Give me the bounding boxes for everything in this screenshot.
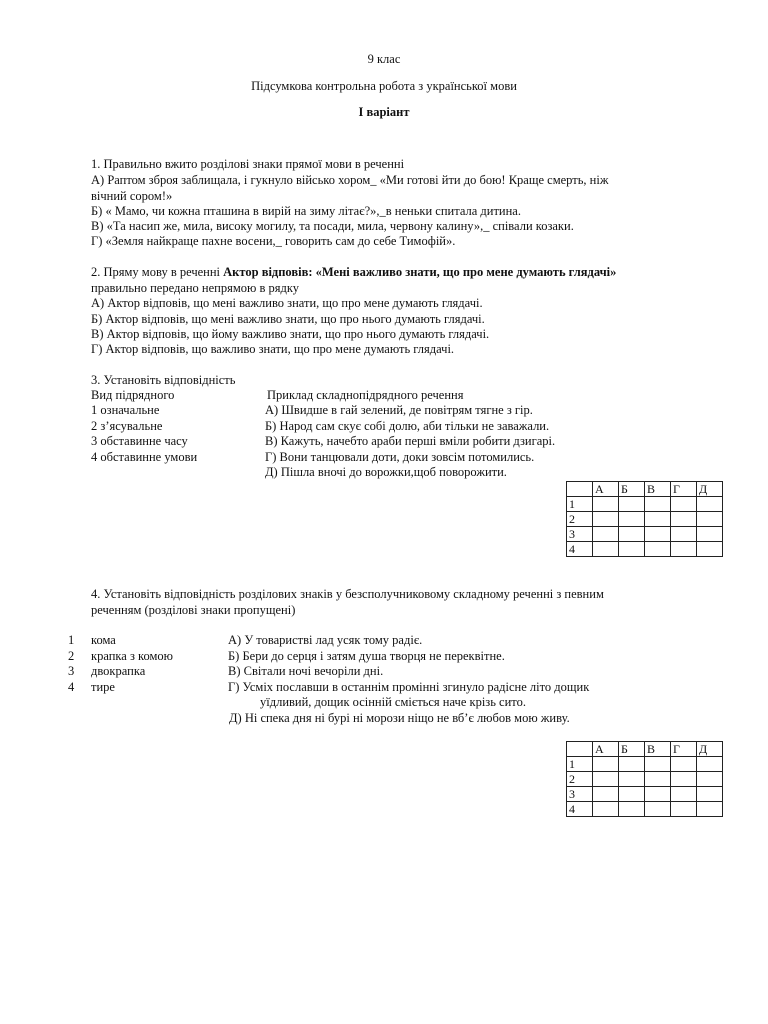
- page-title: Підсумкова контрольна робота з української мови: [251, 79, 517, 93]
- grid-cell[interactable]: [697, 542, 723, 557]
- q3-right-item: В) Кажуть, начебто араби перші вміли робити дзигарі.: [265, 434, 556, 448]
- grid-cell[interactable]: [593, 527, 619, 542]
- grid-cell[interactable]: [697, 802, 723, 817]
- grid-cell[interactable]: [697, 512, 723, 527]
- grid-cell[interactable]: [593, 772, 619, 787]
- grid-cell[interactable]: [697, 527, 723, 542]
- grid-cell[interactable]: [593, 757, 619, 772]
- q1-option-a: А) Раптом зброя заблищала, і гукнуло військо хором_ «Ми готові йти до бою! Краще смерть, ніж: [91, 173, 609, 187]
- grid-cell[interactable]: [619, 497, 645, 512]
- grid-row-header: 3: [567, 787, 593, 802]
- q3-right-item: А) Швидше в гай зелений, де повітрям тягне з гір.: [265, 403, 533, 417]
- grid-col-header: В: [645, 742, 671, 757]
- q2-option-a: А) Актор відповів, що мені важливо знати, що про мене думають глядачі.: [91, 296, 483, 310]
- grade: 9 клас: [367, 52, 401, 66]
- grid-cell[interactable]: [645, 757, 671, 772]
- q4-right-item: Б) Бери до серця і затям душа творця не переквітне.: [228, 649, 505, 663]
- grid-col-header: Б: [619, 482, 645, 497]
- grid-row-header: 3: [567, 527, 593, 542]
- q3-question: 3. Установіть відповідність: [91, 373, 236, 387]
- q4-mark: крапка з комою: [91, 649, 173, 663]
- grid-cell[interactable]: [593, 542, 619, 557]
- q2-option-g: Г) Актор відповів, що важливо знати, що про мене думають глядачі.: [91, 342, 455, 356]
- q4-mark: двокрапка: [91, 664, 146, 678]
- grid-cell[interactable]: [619, 512, 645, 527]
- answer-grid-q3: [566, 481, 723, 557]
- q4-right-item: Д) Ні спека дня ні бурі ні морози ніщо не вб’є любов мою живу.: [229, 711, 570, 725]
- grid-cell[interactable]: [619, 787, 645, 802]
- q1-option-v: В) «Та насип же, мила, високу могилу, та посади, мила, червону калину»,_ співали козаки.: [91, 219, 574, 233]
- grid-cell[interactable]: [645, 497, 671, 512]
- q4-right-item: В) Світали ночі вечоріли дні.: [228, 664, 384, 678]
- q2-intro: 2. Пряму мову в реченні: [91, 265, 221, 279]
- grid-row-header: 2: [567, 512, 593, 527]
- grid-cell[interactable]: [671, 497, 697, 512]
- grid-cell[interactable]: [645, 802, 671, 817]
- grid-col-header: А: [593, 482, 619, 497]
- grid-cell[interactable]: [697, 787, 723, 802]
- grid-cell[interactable]: [671, 542, 697, 557]
- q2-option-v: В) Актор відповів, що йому важливо знати, що про нього думають глядачі.: [91, 327, 490, 341]
- q3-left-item: 1 означальне: [91, 403, 160, 417]
- grid-row-header: 4: [567, 802, 593, 817]
- q4-num: 4: [68, 680, 75, 694]
- q2-option-b: Б) Актор відповів, що мені важливо знати, що про нього думають глядачі.: [91, 312, 485, 326]
- grid-cell[interactable]: [593, 787, 619, 802]
- grid-col-header: Г: [671, 482, 697, 497]
- grid-cell[interactable]: [697, 772, 723, 787]
- q2-question-cont: правильно передано непрямою в рядку: [91, 281, 300, 295]
- grid-cell[interactable]: [593, 512, 619, 527]
- grid-cell[interactable]: [645, 542, 671, 557]
- q1-question: 1. Правильно вжито розділові знаки прямої мови в реченні: [91, 157, 405, 171]
- grid-cell[interactable]: [671, 772, 697, 787]
- grid-row-header: 1: [567, 757, 593, 772]
- variant: І варіант: [358, 105, 410, 119]
- grid-corner: [567, 742, 593, 757]
- grid-cell[interactable]: [619, 542, 645, 557]
- q4-num: 1: [68, 633, 75, 647]
- grid-col-header: Д: [697, 742, 723, 757]
- q4-right-item-cont: уїдливий, дощик осінній сміється наче крізь сито.: [260, 695, 526, 709]
- grid-col-header: А: [593, 742, 619, 757]
- q3-right-item: Г) Вони танцювали доти, доки зовсім потомились.: [265, 450, 535, 464]
- q4-question-cont: реченням (розділові знаки пропущені): [91, 603, 296, 617]
- q2-sentence: Актор відповів: «Мені важливо знати, що про мене думають глядачі»: [223, 265, 617, 279]
- grid-col-header: Б: [619, 742, 645, 757]
- q4-num: 2: [68, 649, 75, 663]
- grid-col-header: Г: [671, 742, 697, 757]
- grid-cell[interactable]: [671, 757, 697, 772]
- q3-right-item: Б) Народ сам скує собі долю, аби тільки не заважали.: [265, 419, 550, 433]
- q3-left-header: Вид підрядного: [91, 388, 175, 402]
- grid-cell[interactable]: [671, 512, 697, 527]
- q4-right-item: А) У товаристві лад усяк тому радіє.: [228, 633, 423, 647]
- grid-row-header: 2: [567, 772, 593, 787]
- q4-num: 3: [68, 664, 75, 678]
- grid-cell[interactable]: [619, 772, 645, 787]
- q4-right-item: Г) Усміх пославши в останнім промінні згинуло радісне літо дощик: [228, 680, 590, 694]
- q4-question: 4. Установіть відповідність розділових знаків у безсполучниковому складному реченні з певним: [91, 587, 604, 601]
- q1-option-a-cont: вічний сором!»: [91, 189, 173, 203]
- q4-mark: кома: [91, 633, 116, 647]
- q3-left-item: 4 обставинне умови: [91, 450, 198, 464]
- q3-right-header: Приклад складнопідрядного речення: [267, 388, 464, 402]
- q3-left-item: 3 обставинне часу: [91, 434, 188, 448]
- q3-left-item: 2 з’ясувальне: [91, 419, 163, 433]
- grid-cell[interactable]: [593, 802, 619, 817]
- grid-row-header: 4: [567, 542, 593, 557]
- q3-right-item: Д) Пішла вночі до ворожки,щоб поворожити.: [265, 465, 507, 479]
- grid-col-header: Д: [697, 482, 723, 497]
- grid-cell[interactable]: [619, 757, 645, 772]
- q2-question: [91, 265, 616, 281]
- grid-cell[interactable]: [645, 772, 671, 787]
- grid-col-header: В: [645, 482, 671, 497]
- grid-cell[interactable]: [671, 787, 697, 802]
- grid-cell[interactable]: [619, 802, 645, 817]
- q1-option-g: Г) «Земля найкраще пахне восени,_ говорить сам до себе Тимофій».: [91, 234, 456, 248]
- grid-cell[interactable]: [671, 802, 697, 817]
- q4-mark: тире: [91, 680, 115, 694]
- grid-row-header: 1: [567, 497, 593, 512]
- grid-cell[interactable]: [645, 787, 671, 802]
- grid-corner: [567, 482, 593, 497]
- grid-cell[interactable]: [697, 757, 723, 772]
- grid-cell[interactable]: [593, 497, 619, 512]
- q1-option-b: Б) « Мамо, чи кожна пташина в вирій на зиму літає?»,_в неньки спитала дитина.: [91, 204, 521, 218]
- grid-cell[interactable]: [619, 527, 645, 542]
- grid-cell[interactable]: [645, 512, 671, 527]
- answer-grid-q4: [566, 741, 723, 817]
- grid-cell[interactable]: [697, 497, 723, 512]
- grid-cell[interactable]: [671, 527, 697, 542]
- grid-cell[interactable]: [645, 527, 671, 542]
